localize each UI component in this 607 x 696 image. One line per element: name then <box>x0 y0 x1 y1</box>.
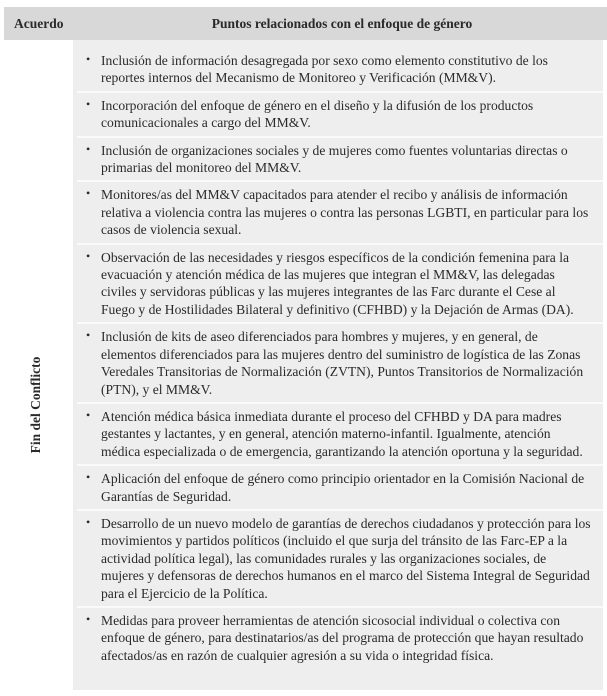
table-header <box>4 7 607 40</box>
list-item-text: Inclusión de organizaciones sociales y de mujeres como fuentes voluntarias directas o primarias del monitoreo del MM&V. <box>101 142 568 176</box>
bullet-icon: • <box>86 470 91 485</box>
list-item-text: Incorporación del enfoque de género en el diseño y la difusión de los productos comunicacionales a cargo del MM&V. <box>101 97 534 131</box>
list-item <box>77 182 603 244</box>
list-item <box>77 608 603 668</box>
points-cell <box>73 40 603 690</box>
list-item <box>77 466 603 511</box>
list-item-text: Inclusión de kits de aseo diferenciados para hombres y mujeres, y en general, de elementos diferenciados para las mujeres dentro del suministro de logística de las Zonas Veredales Transitorias de Normalización (ZVTN), Puntos Transitorios de Normalización (PTN), y el MM&V. <box>101 329 584 397</box>
list-item <box>77 138 603 183</box>
bullet-icon: • <box>86 611 91 626</box>
agreement-cell <box>0 40 73 690</box>
list-item-text: Inclusión de información desagregada por sexo como elemento constitutivo de los reportes internos del Mecanismo de Monitoreo y Verificación (MM&V). <box>101 53 548 86</box>
list-item <box>77 511 603 608</box>
bullet-icon: • <box>86 514 91 529</box>
list-item-text: Atención médica básica inmediata durante el proceso del CFHBD y DA para madres gestantes y lactantes, y en general, atención materno-infantil. Igualmente, atención médica especializada o de emergencia, garantizando la atención oportuna y la seguridad. <box>101 408 583 459</box>
bullet-icon: • <box>86 407 91 422</box>
list-item <box>77 324 603 404</box>
list-item-text: Desarrollo de un nuevo modelo de garantías de derechos ciudadanos y protección para los movimientos y partidos políticos (incluido el que surja del tránsito de las Farc-EP a la actividad política legal), las comunidades rurales y las organizaciones sociales, de mujeres y defensoras de derechos humanos en el marco del Sistema Integral de Seguridad para el Ejercicio de la Política. <box>101 515 591 601</box>
bullet-icon: • <box>86 52 91 66</box>
bullet-icon: • <box>86 328 91 343</box>
header-points: Puntos relacionados con el enfoque de género <box>211 16 473 31</box>
list-item-text: Aplicación del enfoque de género como principio orientador en la Comisión Nacional de Garantías de Seguridad. <box>101 471 585 504</box>
bullet-icon: • <box>86 248 91 263</box>
header-agreement: Acuerdo <box>14 16 64 31</box>
list-item-text: Monitores/as del MM&V capacitados para atender el recibo y análisis de información relativa a violencia contra las mujeres o contra las personas LGBTI, en particular para los casos de violencia sexual. <box>101 187 589 238</box>
list-item-text: Medidas para proveer herramientas de atención sicosocial individual o colectiva con enfoque de género, para destinatarios/as del programa de protección que hayan resultado afectados/as en razón de cualquier agresión a su vida o integridad física. <box>101 612 584 663</box>
bullet-icon: • <box>86 186 91 201</box>
list-item <box>77 404 603 466</box>
list-item <box>77 50 603 93</box>
points-list <box>73 40 603 668</box>
agreement-label: Fin del Conflicto <box>28 356 43 454</box>
list-item-text: Observación de las necesidades y riesgos específicos de la condición femenina para la evacuación y atención médica de las mujeres que integran el MM&V, las delegadas civiles y servidoras públicas y las mujeres integrantes de las Farc durante el Cese al Fuego y de Hostilidades Bilateral y definitivo (CFHBD) y la Dejación de Armas (DA). <box>101 249 574 317</box>
bullet-icon: • <box>86 96 91 111</box>
bullet-icon: • <box>86 141 91 156</box>
list-item <box>77 245 603 325</box>
list-item <box>77 93 603 138</box>
